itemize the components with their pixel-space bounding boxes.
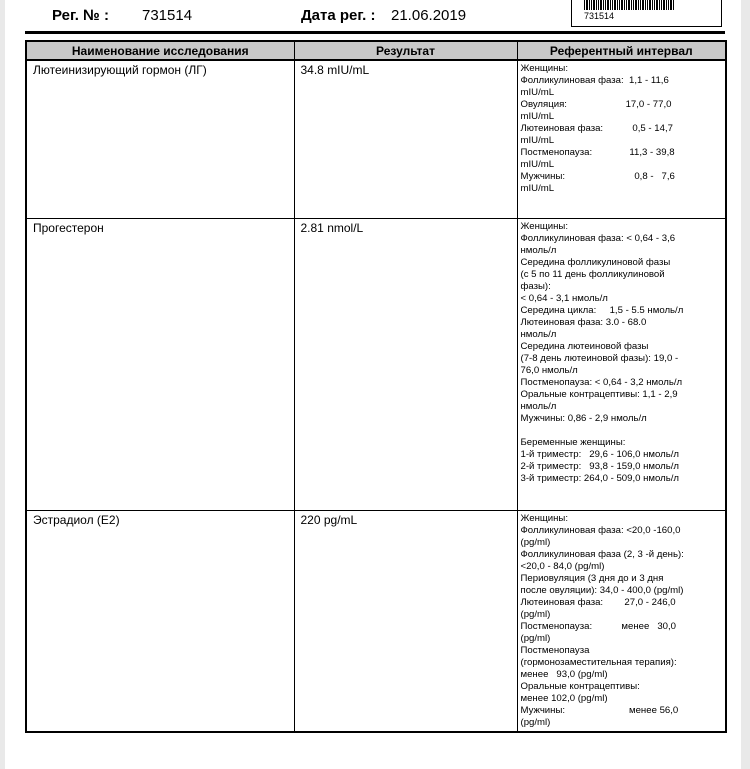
reference-line: Постменопауза: < 0,64 - 3,2 нмоль/л <box>520 376 683 388</box>
test-result: 34.8 mIU/mL <box>294 60 517 218</box>
reference-line: (7-8 день лютеиновой фазы): 19,0 - <box>520 352 679 364</box>
column-header-reference: Референтный интервал <box>517 41 726 60</box>
reference-line: менее 93,0 (pg/ml) <box>520 668 608 680</box>
results-table <box>25 40 727 733</box>
reference-line: Лютеиновая фаза: 3.0 - 68.0 <box>520 316 647 328</box>
reference-line: mIU/mL <box>520 87 555 98</box>
reference-line: (pg/ml) <box>520 536 551 548</box>
reference-line: нмоль/л <box>520 400 557 412</box>
reference-line: Лютеиновая фаза: 0,5 - 14,7 <box>520 123 673 134</box>
header-divider <box>25 31 725 34</box>
reference-line <box>521 425 723 437</box>
reference-line: Середина фолликулиновой фазы <box>520 256 671 268</box>
reference-line: Периовуляция (3 дня до и 3 дня <box>520 572 664 584</box>
reference-interval <box>517 218 726 510</box>
reference-line: Постменопауза <box>520 644 590 656</box>
reference-line: Постменопауза: 11,3 - 39,8 <box>520 147 675 158</box>
reference-line: Середина цикла: 1,5 - 5.5 нмоль/л <box>520 304 684 316</box>
reference-line: Женщины: <box>520 63 568 74</box>
reference-line: Мужчины: 0,8 - 7,6 <box>520 171 675 182</box>
reg-date-value: 21.06.2019 <box>391 7 467 24</box>
barcode-label <box>571 0 722 27</box>
reference-line: Фолликулиновая фаза: <20,0 -160,0 <box>520 524 681 536</box>
document-page <box>5 0 741 769</box>
reference-line: Оральные контрацептивы: 1,1 - 2,9 <box>520 388 678 400</box>
reference-line: Мужчины: менее 56,0 <box>520 704 679 716</box>
reference-line: Постменопауза: менее 30,0 <box>520 620 676 632</box>
test-name: Эстрадиол (Е2) <box>26 510 294 732</box>
reference-line: 76,0 нмоль/л <box>520 364 578 376</box>
reference-line: после овуляции): 34,0 - 400,0 (pg/ml) <box>520 584 684 596</box>
test-name: Прогестерон <box>26 218 294 510</box>
reference-line: (гормонозаместительная терапия): <box>520 656 677 668</box>
reference-line: 2-й триместр: 93,8 - 159,0 нмоль/л <box>520 460 680 472</box>
table-header-row <box>26 41 726 60</box>
reference-line: 1-й триместр: 29,6 - 106,0 нмоль/л <box>520 448 680 460</box>
test-result: 220 pg/mL <box>294 510 517 732</box>
reference-line: менее 102,0 (pg/ml) <box>520 692 608 704</box>
barcode-number: 731514 <box>584 11 615 21</box>
reference-line: Фолликулиновая фаза: < 0,64 - 3,6 <box>520 232 676 244</box>
reference-line: Беременные женщины: <box>520 436 626 448</box>
reference-line: Женщины: <box>520 512 568 524</box>
reference-line: Середина лютеиновой фазы <box>520 340 649 352</box>
reference-interval <box>517 510 726 732</box>
reference-line: нмоль/л <box>520 328 557 340</box>
reference-line: Фолликулиновая фаза: 1,1 - 11,6 <box>520 75 669 86</box>
reference-line: mIU/mL <box>520 135 555 146</box>
reference-line: Овуляция: 17,0 - 77,0 <box>520 99 672 110</box>
reg-number-value: 731514 <box>142 7 193 24</box>
reference-line: mIU/mL <box>520 183 555 194</box>
reference-line: Женщины: <box>520 220 568 232</box>
reg-number-label: Рег. № : <box>52 7 109 24</box>
table-row <box>26 510 726 732</box>
reg-date-label: Дата рег. : <box>301 7 376 24</box>
barcode-icon <box>584 0 674 10</box>
reference-line: Мужчины: 0,86 - 2,9 нмоль/л <box>520 412 647 424</box>
reference-line: нмоль/л <box>520 244 557 256</box>
reference-line: < 0,64 - 3,1 нмоль/л <box>520 292 608 304</box>
reference-line: (pg/ml) <box>520 632 551 644</box>
reference-line: (с 5 по 11 день фолликулиновой <box>520 268 665 280</box>
reference-line: (pg/ml) <box>520 716 551 728</box>
reference-line: mIU/mL <box>520 111 555 122</box>
column-header-test-name: Наименование исследования <box>26 41 294 60</box>
table-row <box>26 218 726 510</box>
test-result: 2.81 nmol/L <box>294 218 517 510</box>
reference-line: фазы): <box>520 280 551 292</box>
reference-line: 3-й триместр: 264,0 - 509,0 нмоль/л <box>520 472 680 484</box>
reference-line: Фолликулиновая фаза (2, 3 -й день): <box>520 548 684 560</box>
reference-line: (pg/ml) <box>520 608 551 620</box>
reference-line: Лютеиновая фаза: 27,0 - 246,0 <box>520 596 676 608</box>
reference-line: <20,0 - 84,0 (pg/ml) <box>520 560 605 572</box>
reference-line: mIU/mL <box>520 159 555 170</box>
column-header-result: Результат <box>294 41 517 60</box>
table-row <box>26 60 726 218</box>
reference-line: Оральные контрацептивы: <box>520 680 640 692</box>
test-name: Лютеинизирующий гормон (ЛГ) <box>26 60 294 218</box>
reference-interval <box>517 60 726 218</box>
